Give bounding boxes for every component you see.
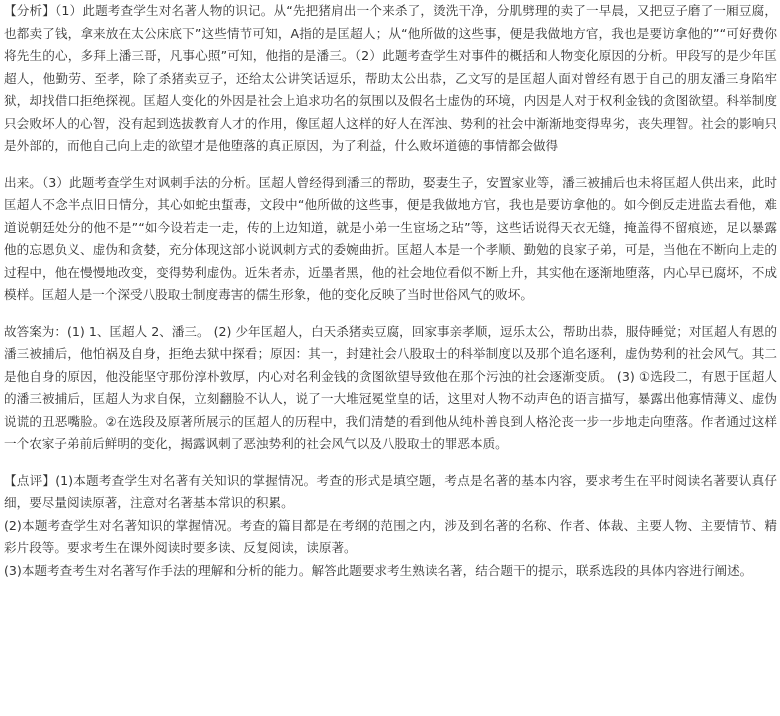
comment-line-1: 【点评】(1)本题考查学生对名著有关知识的掌握情况。考查的形式是填空题，考点是名著的基本内容，要求考生在平时阅读名著要认真仔细，要尽量阅读原著，注意对名著基本常识的积累。 [4,472,777,510]
comment-section [4,470,777,583]
comment-line-3: (3)本题考查考生对名著写作手法的理解和分析的能力。解答此题要求考生熟读名著，结合题干的提示，联系选段的具体内容进行阐述。 [4,562,753,578]
comment-line-2: (2)本题考查学生对名著知识的掌握情况。考查的篇目都是在考纲的范围之内，涉及到名著的名称、作者、体裁、主要人物、主要情节、精彩片段等。要求考生在课外阅读时要多读、反复阅读，读原著。 [4,517,777,555]
analysis-paragraph: 【分析】（1）此题考查学生对名著人物的识记。从“先把猪肩出一个来杀了，烫洗干净，分肌劈理的卖了一早晨，又把豆子磨了一厢豆腐，也都卖了钱，拿来放在太公床底下”这些情节可知，A指的是匡超人；从“他所做的这些事，便是我做地方官，我也是要访拿他的”“可好费你将先生的心，多拜上潘三哥，凡事心照”可知，他指的是潘三。（2）此题考查学生对事件的概括和人物变化原因的分析。甲段写的是少年匡超人，他勤劳、至孝，除了杀猪卖豆子，还给太公讲笑话逗乐，帮助太公出恭，乙文写的是匡超人面对曾经有恩于自己的朋友潘三身陷牢狱，却找借口拒绝探视。匡超人变化的外因是社会上追求功名的氛围以及假名士虚伪的环境，内因是人对于权利金钱的贪图欲望。科举制度只会败坏人的心智，没有起到选拔教育人才的作用，像匡超人这样的好人在浑浊、势利的社会中渐渐地变得卑劣，丧失理智。社会的影响只是外部的，而他自己向上走的欲望才是他堕落的真正原因，为了利益，什么败坏道德的事情都会做得 [4,3,777,153]
analysis-continuation-paragraph: 出来。（3）此题考查学生对讽刺手法的分析。匡超人曾经得到潘三的帮助，娶妻生子，安置家业等，潘三被捕后也未将匡超人供出来，此时匡超人不念半点旧日情分，其心如蛇虫蜇毒，文段中“他所做的这些事，便是我做地方官，我也是要访拿他的。如今倒反走进监去看他，难道说朝廷处分的他不是”“如今设若走一走，传的上边知道，就是小弟一生宦场之玷”等，这些话说得天衣无缝，掩盖得不留痕迹，足以暴露他的忘恩负义、虚伪和贪婪，充分体现这部小说讽刺方式的委婉曲折。匡超人本是一个孝顺、勤勉的良家子弟，可是，当他在不断向上走的过程中，他在慢慢地改变，变得势利虚伪。近朱者赤，近墨者黑，他的社会地位看似不断上升，其实他在逐渐地堕落，内心早已腐坏，不成模样。匡超人是一个深受八股取士制度毒害的儒生形象，他的变化反映了当时世俗风气的败坏。 [4,174,777,302]
answer-paragraph: 故答案为：(1) 1、匡超人 2、潘三。 (2) 少年匡超人，白天杀猪卖豆腐，回家事亲孝顺，逗乐太公，帮助出恭，服侍睡觉；对匡超人有恩的潘三被捕后，他怕祸及自身，拒绝去狱中探看；原因：其一，封建社会八股取士的科举制度以及那个追名逐利，虚伪势利的社会风气。其二是他自身的原因，他没能坚守那份淳朴敦厚，内心对名利金钱的贪图欲望导致他在那个污浊的社会逐渐变质。 (3) ①选段二，有恩于匡超人的潘三被捕后，匡超人为求自保，立刻翻脸不认人，说了一大堆冠冕堂皇的话，这里对人物不动声色的语言描写，暴露出他寡情薄义、虚伪说谎的丑恶嘴脸。②在选段及原著所展示的匡超人的历程中，我们清楚的看到他从纯朴善良到人格沦丧一步一步地走向堕落。作者通过这样一个农家子弟前后鲜明的变化，揭露讽刺了恶浊势利的社会风气以及八股取士的罪恶本质。 [4,323,777,451]
